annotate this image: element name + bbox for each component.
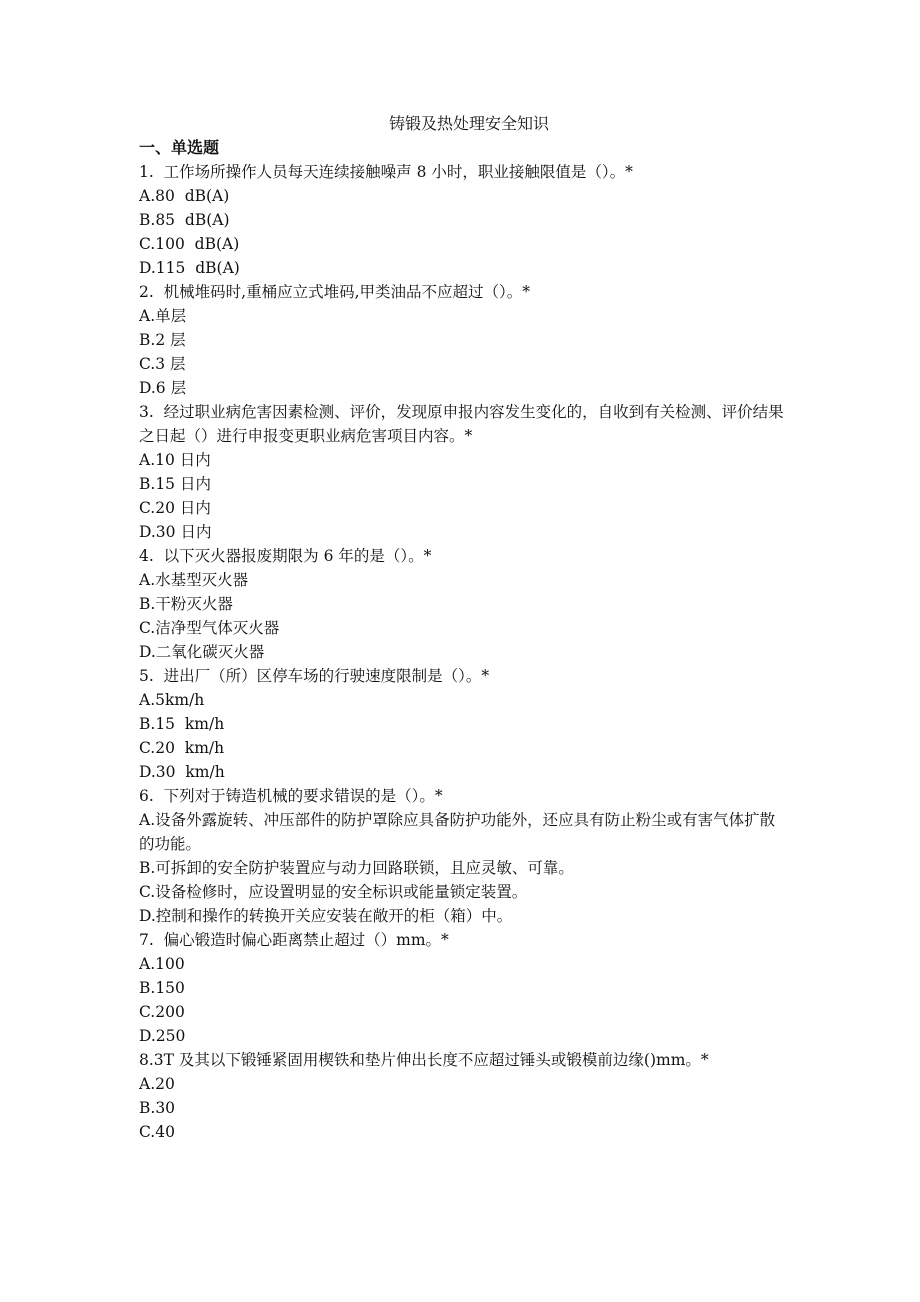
question-6-option-d: D.控制和操作的转换开关应安装在敞开的柜（箱）中。 <box>139 907 513 925</box>
question-3-text: 3. 经过职业病危害因素检测、评价，发现原申报内容发生变化的，自收到有关检测、评价结果之日起（）进行申报变更职业病危害项目内容。* <box>139 403 784 445</box>
question-block-3 <box>139 400 789 544</box>
question-3-option-b: B.15 日内 <box>139 475 211 493</box>
question-8-option-c: C.40 <box>139 1123 175 1141</box>
question-2-option-a: A.单层 <box>139 307 187 325</box>
question-7-option-d: D.250 <box>139 1027 186 1045</box>
question-5-option-c: C.20 km/h <box>139 739 225 757</box>
question-block-5 <box>139 664 789 784</box>
question-4-option-b: B.干粉灭火器 <box>139 595 233 613</box>
question-7-text: 7. 偏心锻造时偏心距离禁止超过（）mm。* <box>139 931 449 949</box>
question-5-option-d: D.30 km/h <box>139 763 225 781</box>
question-1-option-d: D.115 dB(A) <box>139 259 240 277</box>
question-8-text: 8.3T 及其以下锻锤紧固用楔铁和垫片伸出长度不应超过锤头或锻模前边缘()mm。* <box>139 1051 709 1069</box>
question-8-option-b: B.30 <box>139 1099 176 1117</box>
question-3-option-a: A.10 日内 <box>139 451 211 469</box>
question-4-option-d: D.二氧化碳灭火器 <box>139 643 265 661</box>
question-6-option-c: C.设备检修时，应设置明显的安全标识或能量锁定装置。 <box>139 883 528 901</box>
question-1-option-c: C.100 dB(A) <box>139 235 240 253</box>
document-page <box>139 112 789 1144</box>
question-8-option-a: A.20 <box>139 1075 175 1093</box>
question-2-option-b: B.2 层 <box>139 331 186 349</box>
question-7-option-b: B.150 <box>139 979 185 997</box>
question-6-option-a: A.设备外露旋转、冲压部件的防护罩除应具备防护功能外，还应具有防止粉尘或有害气体扩散的功能。 <box>139 811 776 853</box>
question-7-option-a: A.100 <box>139 955 185 973</box>
question-7-option-c: C.200 <box>139 1003 185 1021</box>
question-4-option-c: C.洁净型气体灭火器 <box>139 619 280 637</box>
question-5-text: 5. 进出厂（所）区停车场的行驶速度限制是（）。* <box>139 667 490 685</box>
question-2-option-d: D.6 层 <box>139 379 187 397</box>
question-5-option-a: A.5km/h <box>139 691 205 709</box>
question-block-4 <box>139 544 789 664</box>
question-1-option-a: A.80 dB(A) <box>139 187 230 205</box>
question-1-option-b: B.85 dB(A) <box>139 211 230 229</box>
question-1-text: 1. 工作场所操作人员每天连续接触噪声 8 小时，职业接触限值是（）。* <box>139 163 633 181</box>
question-4-text: 4. 以下灭火器报废期限为 6 年的是（）。* <box>139 547 432 565</box>
question-2-text: 2. 机械堆码时,重桶应立式堆码,甲类油品不应超过（）。* <box>139 283 530 301</box>
question-block-1 <box>139 160 789 280</box>
question-2-option-c: C.3 层 <box>139 355 186 373</box>
question-6-text: 6. 下列对于铸造机械的要求错误的是（）。* <box>139 787 443 805</box>
question-5-option-b: B.15 km/h <box>139 715 225 733</box>
section-heading: 一、单选题 <box>139 138 220 157</box>
question-3-option-d: D.30 日内 <box>139 523 212 541</box>
document-title: 铸锻及热处理安全知识 <box>388 114 549 133</box>
question-6-option-b: B.可拆卸的安全防护装置应与动力回路联锁，且应灵敏、可靠。 <box>139 859 574 877</box>
question-3-option-c: C.20 日内 <box>139 499 211 517</box>
question-block-7 <box>139 928 789 1048</box>
question-block-6 <box>139 784 789 928</box>
question-4-option-a: A.水基型灭火器 <box>139 571 249 589</box>
question-block-8 <box>139 1048 789 1144</box>
question-block-2 <box>139 280 789 400</box>
